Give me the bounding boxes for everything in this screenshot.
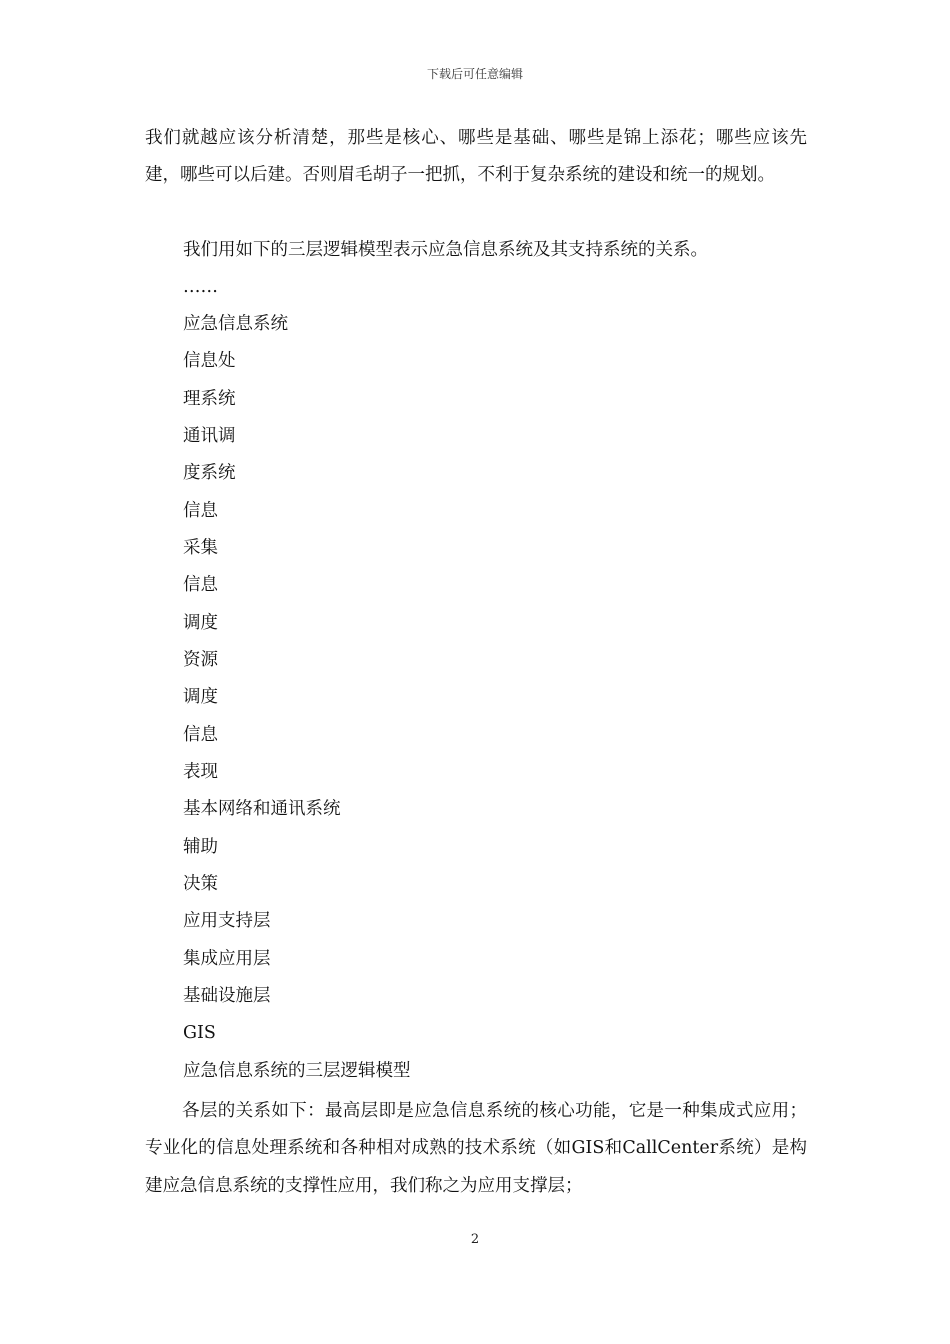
text-line: 基础设施层 — [183, 986, 271, 1006]
text-line: 调度 — [183, 687, 218, 707]
paragraph-intro: 我们就越应该分析清楚，那些是核心、哪些是基础、哪些是锦上添花；哪些应该先建，哪些可以后建。否则眉毛胡子一把抓，不利于复杂系统的建设和统一的规划。 — [145, 128, 807, 186]
text-line: 应用支持层 — [183, 911, 271, 931]
text-line: 调度 — [183, 613, 218, 633]
text-line: 通讯调 — [183, 426, 236, 446]
text-line: 信息处 — [183, 351, 236, 371]
text-line: 应急信息系统 — [183, 314, 288, 334]
figure-caption: 应急信息系统的三层逻辑模型 — [183, 1061, 411, 1081]
text-line: 采集 — [183, 538, 218, 558]
page-number: 2 — [470, 1232, 480, 1247]
text-line: 资源 — [183, 650, 218, 670]
text-line: 基本网络和通讯系统 — [183, 799, 341, 819]
text-line: GIS — [183, 1023, 216, 1043]
paragraph-layers: 各层的关系如下：最高层即是应急信息系统的核心功能，它是一种集成式应用；专业化的信息处理系统和各种相对成熟的技术系统（如GIS和CallCenter系统）是构建应急信息系统的支撑性应用，我们称之为应用支撑层； — [145, 1101, 807, 1196]
text-line: 表现 — [183, 762, 218, 782]
text-line: 决策 — [183, 874, 218, 894]
text-line: 信息 — [183, 575, 218, 595]
page-header: 下载后可任意编辑 — [426, 67, 523, 81]
text-line: 信息 — [183, 501, 218, 521]
text-line: 信息 — [183, 725, 218, 745]
text-line-ellipsis: …… — [183, 277, 218, 297]
text-line: 集成应用层 — [183, 949, 271, 969]
text-line: 度系统 — [183, 463, 236, 483]
text-line-model-intro: 我们用如下的三层逻辑模型表示应急信息系统及其支持系统的关系。 — [183, 240, 708, 260]
text-line: 辅助 — [183, 837, 218, 857]
text-line: 理系统 — [183, 389, 236, 409]
